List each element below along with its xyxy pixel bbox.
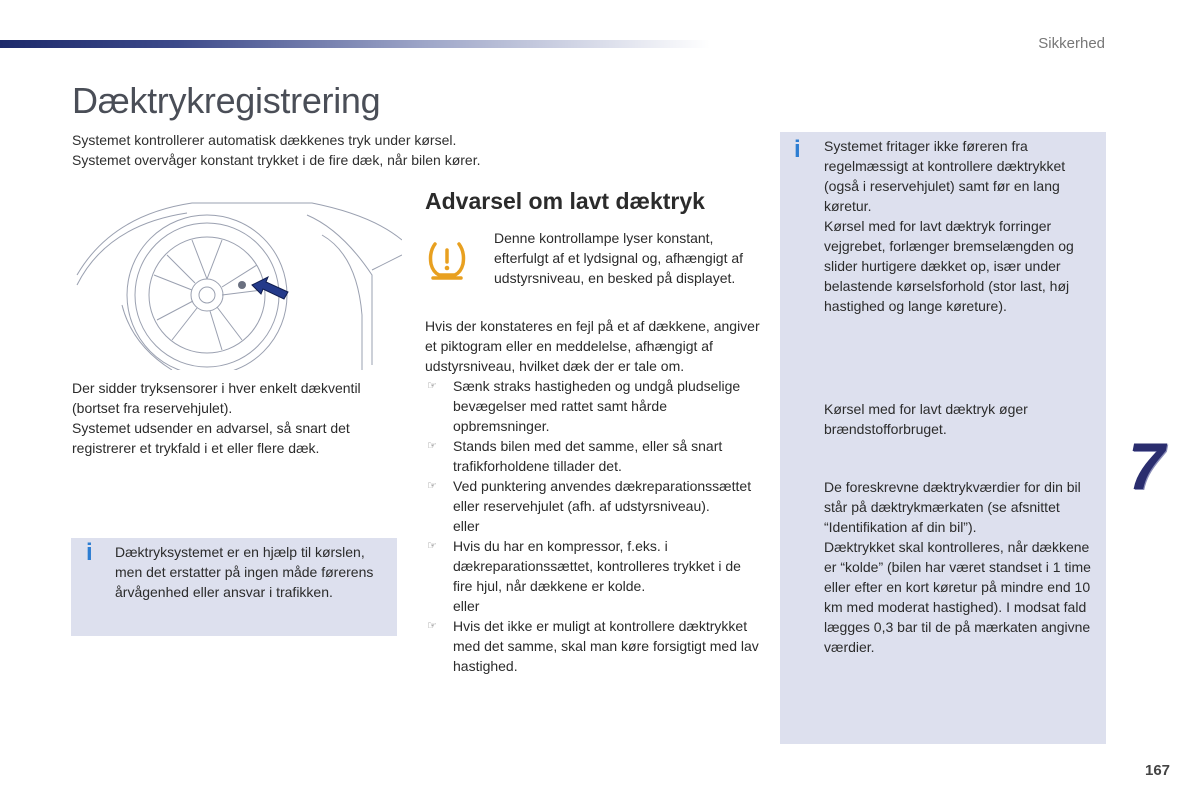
instructions <box>425 316 760 676</box>
pointing-hand-icon: ☞ <box>427 380 437 392</box>
paragraph: De foreskrevne dæktrykværdier for din bil står på dæktrykmærkaten (se afsnittet “Identifikation af din bil”). <box>824 479 1081 535</box>
instruction-item <box>425 376 760 436</box>
instruction-item <box>425 476 760 516</box>
instruction-item <box>425 436 760 476</box>
intro-text <box>72 130 532 170</box>
paragraph: Kørsel med for lavt dæktryk øger brændstofforbruget. <box>824 401 1028 437</box>
pointing-hand-icon: ☞ <box>427 540 437 552</box>
or-label: eller <box>453 598 480 614</box>
instruction-text: Stands bilen med det samme, eller så snart trafikforholdene tillader det. <box>453 438 723 474</box>
instruction-item <box>425 536 760 596</box>
low-pressure-section <box>425 188 760 674</box>
sensor-description <box>72 378 402 458</box>
pointer-arrow <box>252 277 288 299</box>
paragraph: Kørsel med for lavt dæktryk forringer vejgrebet, forlænger bremselængden og slider hurtigere dækket op, især under belastende kørselsforhold (stor last, høj hastighed og lange køreture). <box>824 218 1074 314</box>
info-text <box>824 477 1099 657</box>
tyre-pressure-warning-icon <box>425 238 469 282</box>
info-icon: i <box>794 136 801 163</box>
paragraph: Dæktrykket skal kontrolleres, når dækkene er “kolde” (bilen har været standset i 1 time eller efter en kort køretur på mindre end 10 km med moderat hastighed). I modsat fald lægges 0,3 bar til de på mærkaten angivne værdier. <box>824 539 1091 655</box>
paragraph: Hvis der konstateres en fejl på et af dækkene, angiver et piktogram eller en meddelelse, afhængigt af udstyrsniveau, hvilket dæk der er tale om. <box>425 318 760 374</box>
warning-description: Denne kontrollampe lyser konstant, efterfulgt af et lydsignal og, afhængigt af udstyrsniveau, en besked på displayet. <box>494 230 744 286</box>
section-heading: Advarsel om lavt dæktryk <box>425 188 705 214</box>
intro-line: Systemet overvåger konstant trykket i de fire dæk, når bilen kører. <box>72 152 481 168</box>
section-label: Sikkerhed <box>1038 35 1105 52</box>
header-gradient-bar <box>0 40 710 48</box>
info-text <box>824 136 1099 316</box>
chapter-number: 7 <box>1128 429 1165 503</box>
instruction-text: Hvis du har en kompressor, f.eks. i dækreparationssættet, kontrolleres trykket i de fire hjul, når dækkene er kolde. <box>453 538 741 594</box>
sidebar-info-box <box>780 132 1106 744</box>
info-box <box>71 538 397 636</box>
paragraph: Systemet fritager ikke føreren fra regelmæssigt at kontrollere dæktrykket (også i reservehjulet) samt før en lang køretur. <box>824 138 1066 214</box>
info-text <box>824 399 1099 439</box>
instruction-text: Ved punktering anvendes dækreparationssættet eller reservehjulet (afh. af udstyrsniveau). <box>453 478 752 514</box>
intro-line: Systemet kontrollerer automatisk dækkenes tryk under kørsel. <box>72 132 457 148</box>
instruction-text: Sænk straks hastigheden og undgå pludselige bevægelser med rattet samt hårde opbremsninger. <box>453 378 741 434</box>
info-text: Dæktryksystemet er en hjælp til kørslen, men det erstatter på ingen måde førerens årvågenhed eller ansvar i trafikken. <box>115 544 374 600</box>
wheel-sensor-illustration <box>72 195 402 370</box>
pointing-hand-icon: ☞ <box>427 480 437 492</box>
instruction-item <box>425 616 760 676</box>
or-label: eller <box>453 518 480 534</box>
page-number: 167 <box>1145 762 1171 779</box>
pointing-hand-icon: ☞ <box>427 440 437 452</box>
pointing-hand-icon: ☞ <box>427 620 437 632</box>
info-icon: i <box>86 539 93 566</box>
instruction-text: Hvis det ikke er muligt at kontrollere dæktrykket med det samme, skal man køre forsigtigt med lav hastighed. <box>453 618 759 674</box>
paragraph: Systemet udsender en advarsel, så snart det registrerer et trykfald i et eller flere dæk. <box>72 420 350 456</box>
page-title: Dæktrykregistrering <box>72 80 381 121</box>
paragraph: Der sidder tryksensorer i hver enkelt dækventil (bortset fra reservehjulet). <box>72 380 361 416</box>
